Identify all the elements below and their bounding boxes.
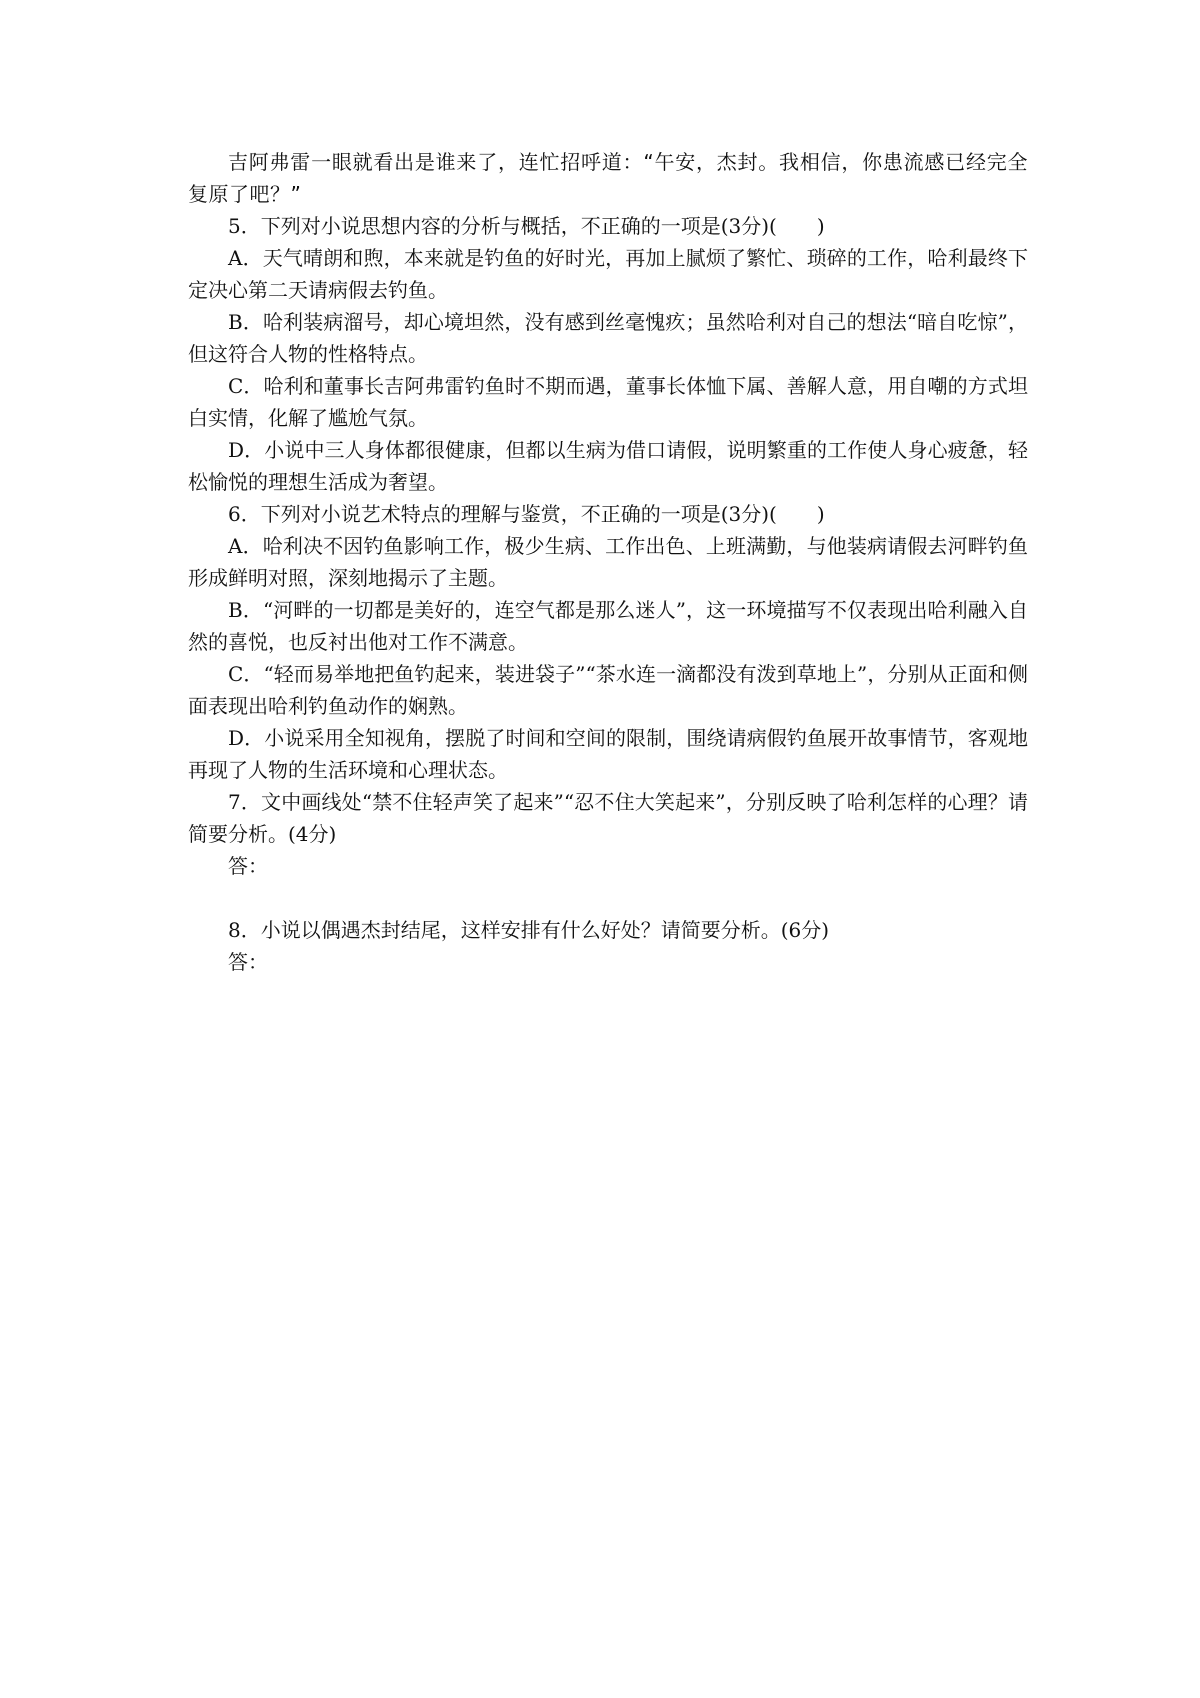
question-5-option-d: D．小说中三人身体都很健康，但都以生病为借口请假，说明繁重的工作使人身心疲惫，轻松愉悦的理想生活成为奢望。 (188, 438, 1028, 494)
question-5-stem: 5．下列对小说思想内容的分析与概括，不正确的一项是(3分)( ) (228, 214, 825, 238)
question-6-stem: 6．下列对小说艺术特点的理解与鉴赏，不正确的一项是(3分)( ) (228, 502, 825, 526)
question-7-stem: 7．文中画线处“禁不住轻声笑了起来”“忍不住大笑起来”，分别反映了哈利怎样的心理？请简要分析。(4分) (188, 790, 1028, 846)
question-6-option-a: A．哈利决不因钓鱼影响工作，极少生病、工作出色、上班满勤，与他装病请假去河畔钓鱼形成鲜明对照，深刻地揭示了主题。 (188, 534, 1028, 590)
question-7-answer-label: 答： (228, 854, 268, 878)
question-6-option-b: B．“河畔的一切都是美好的，连空气都是那么迷人”，这一环境描写不仅表现出哈利融入自然的喜悦，也反衬出他对工作不满意。 (188, 598, 1028, 654)
question-8-answer-label: 答： (228, 950, 268, 974)
document-page (188, 146, 1028, 978)
question-8-stem: 8．小说以偶遇杰封结尾，这样安排有什么好处？请简要分析。(6分) (228, 918, 830, 942)
question-5-option-a: A．天气晴朗和煦，本来就是钓鱼的好时光，再加上腻烦了繁忙、琐碎的工作，哈利最终下定决心第二天请病假去钓鱼。 (188, 246, 1028, 302)
question-5-option-c: C．哈利和董事长吉阿弗雷钓鱼时不期而遇，董事长体恤下属、善解人意，用自嘲的方式坦白实情，化解了尴尬气氛。 (188, 374, 1028, 430)
question-6-option-c: C．“轻而易举地把鱼钓起来，装进袋子”“茶水连一滴都没有泼到草地上”，分别从正面和侧面表现出哈利钓鱼动作的娴熟。 (188, 662, 1028, 718)
question-5-option-b: B．哈利装病溜号，却心境坦然，没有感到丝毫愧疚；虽然哈利对自己的想法“暗自吃惊”，但这符合人物的性格特点。 (188, 310, 1028, 366)
story-closing-paragraph: 吉阿弗雷一眼就看出是谁来了，连忙招呼道：“午安，杰封。我相信，你患流感已经完全复原了吧？” (188, 150, 1028, 206)
question-6-option-d: D．小说采用全知视角，摆脱了时间和空间的限制，围绕请病假钓鱼展开故事情节，客观地再现了人物的生活环境和心理状态。 (188, 726, 1028, 782)
